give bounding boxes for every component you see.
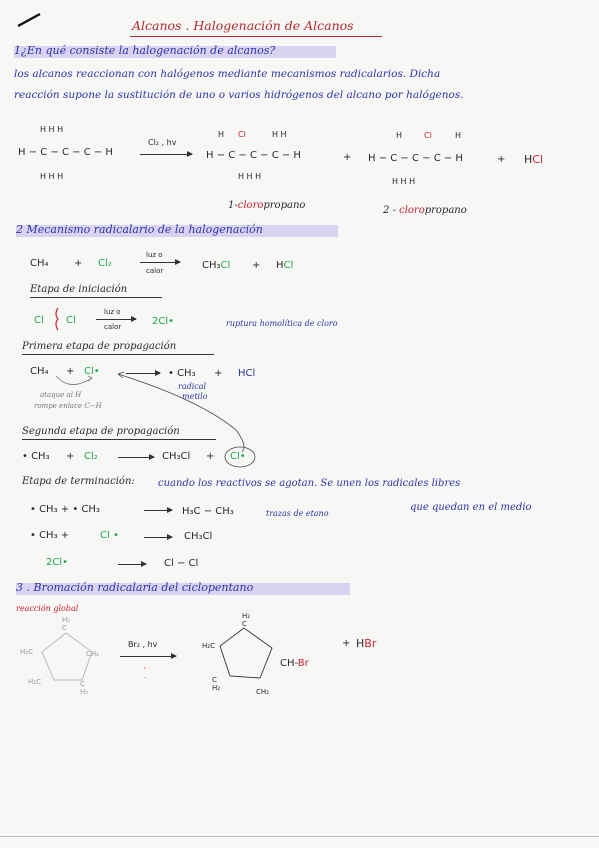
prop1-hcl: HCl (238, 368, 256, 379)
plus-sign: + (342, 638, 351, 649)
overall-condition-top: luz o (146, 251, 163, 259)
plus-sign: + (66, 366, 75, 377)
initiation-heading: Etapa de iniciación (30, 284, 128, 295)
initiation-condition-top: luz o (104, 308, 121, 316)
propane-top-h: H H H (40, 125, 64, 134)
propagation2-heading: Segunda etapa de propagación (22, 426, 180, 437)
product2-name: 2 - cloropropano (383, 205, 467, 216)
term1-reactants: • CH₃ + • CH₃ (30, 504, 100, 515)
ring-left-br: C H₂ (80, 680, 89, 696)
propane-bottom-h: H H H (40, 172, 64, 181)
plus-sign: + (252, 260, 261, 271)
term1-note: trazas de etano (266, 509, 329, 518)
propagation1-heading: Primera etapa de propagación (22, 341, 177, 352)
product1-top-cl: Cl (238, 130, 246, 139)
prop1-methyl-radical: • CH₃ (168, 368, 196, 379)
initiation-cl-right: Cl (66, 315, 76, 326)
prop2-methyl-radical: • CH₃ (22, 451, 50, 462)
initiation-cl-left: Cl (34, 315, 44, 326)
red-mark-decoration: ' · (144, 666, 147, 682)
product2-top-h2: H (455, 131, 462, 140)
chlorination-reagent: Cl₂ , hv (148, 138, 177, 147)
prop1-label-radical: radical (178, 382, 207, 391)
term2-cl-radical: Cl • (100, 530, 119, 541)
product1-structure: H − C − C − C − H (206, 150, 301, 161)
overall-product: CH₃Cl (202, 260, 231, 271)
plus-sign: + (214, 368, 223, 379)
ring-right-tl: H₂C (202, 642, 215, 650)
term3-product: Cl − Cl (164, 558, 199, 569)
product1-bottom-h: H H H (238, 172, 262, 181)
product1-top-h2: H H (272, 130, 287, 139)
hbr-product: HBr (356, 637, 377, 650)
product1-name: 1-cloropropano (228, 200, 306, 211)
plus-sign: + (497, 154, 506, 165)
prop1-cl-radical: Cl• (84, 366, 100, 377)
prop1-ch4: CH₄ (30, 366, 49, 377)
hcl-product: HCl (524, 153, 544, 166)
plus-sign: + (74, 258, 83, 269)
prop1-label-metilo: metilo (182, 392, 208, 401)
ring-right-top: H₂ C (242, 612, 251, 628)
initiation-note: ruptura homolítica de cloro (226, 319, 338, 328)
ring-right-br: CH₂ (256, 688, 269, 696)
propane-structure: H − C − C − C − H (18, 147, 113, 158)
product2-structure: H − C − C − C − H (368, 153, 463, 164)
overall-cl2: Cl₂ (98, 258, 112, 269)
termination-heading: Etapa de terminación: (22, 476, 135, 487)
initiation-condition-bottom: calor (104, 323, 122, 331)
overall-condition-bottom: calor (146, 267, 164, 275)
term2-reactants: • CH₃ + (30, 530, 70, 541)
prop1-note1: ataque al H (40, 391, 82, 399)
ring-left-bl: H₂C (28, 678, 41, 686)
prop2-product: CH₃Cl (162, 451, 191, 462)
ring-right-bl: C H₂ (212, 676, 221, 692)
product2-top-cl: Cl (424, 131, 432, 140)
initiation-product: 2Cl• (152, 316, 175, 327)
term1-product: H₃C − CH₃ (182, 506, 234, 517)
product2-bottom-h: H H H (392, 177, 416, 186)
overall-ch4: CH₄ (30, 258, 49, 269)
bromination-reagent: Br₂ , hv (128, 640, 158, 649)
product1-top-h: H (218, 130, 225, 139)
term3-reactant: 2Cl• (46, 557, 69, 568)
reaction-arrow (120, 656, 176, 657)
section1-text-line1: los alcanos reaccionan con halógenos mediante mecanismos radicalarios. Dicha (14, 68, 441, 80)
section1-text-line2: reacción supone la sustitución de uno o varios hidrógenos del alcano por halógenos. (14, 89, 464, 101)
product2-top-h1: H (396, 131, 403, 140)
term2-product: CH₃Cl (184, 531, 213, 542)
section2-heading: 2 Mecanismo radicalario de la halogenación (16, 223, 263, 236)
section1-heading: 1¿En qué consiste la halogenación de alcanos? (14, 44, 276, 57)
plus-sign: + (343, 152, 352, 163)
section3-heading: 3 . Bromación radicalaria del ciclopentano (16, 581, 254, 594)
overall-hcl: HCl (276, 260, 294, 271)
page-title: Alcanos . Halogenación de Alcanos (132, 18, 354, 33)
ring-left-tl: H₂C (20, 648, 33, 656)
plus-sign: + (206, 451, 215, 462)
termination-text-2: que quedan en el medio (410, 502, 532, 513)
section3-note: reacción global (16, 604, 79, 613)
plus-sign: + (66, 451, 75, 462)
prop1-note2: rompe enlace C−H (34, 402, 102, 410)
ring-right-ch: CH-Br (280, 658, 309, 669)
page-edge (0, 836, 599, 837)
prop2-cl2: Cl₂ (84, 451, 98, 462)
prop2-cl-radical: Cl• (230, 451, 246, 462)
termination-text: cuando los reactivos se agotan. Se unen los radicales libres (158, 478, 461, 489)
ring-left-top: H₂ C (62, 616, 71, 632)
ring-left-tr: CH₂ (86, 650, 99, 658)
